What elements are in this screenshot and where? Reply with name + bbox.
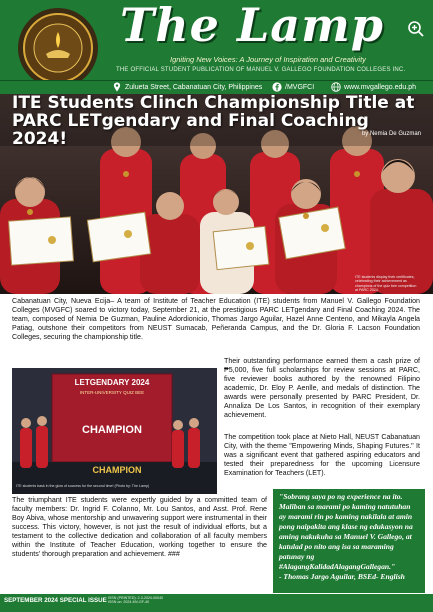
hero-photo xyxy=(0,94,433,294)
website-item xyxy=(331,82,416,92)
tagline: Igniting New Voices: A Journey of Inspiration and Creativity xyxy=(170,55,366,64)
pull-quote-attribution: - Thomas Jargo Aguilar, BSEd- English xyxy=(279,572,405,581)
website-url: www.mvgallego.edu.ph xyxy=(344,83,416,91)
facebook-icon xyxy=(272,82,282,92)
contact-bar xyxy=(0,80,433,95)
article-paragraph-venue: The competition took place at Nieto Hall, NEUST Cabanatuan City, with the theme "Empowering Minds, Shaping Futures." It was a significant event that gathered aspiring educators and tested their preparedness for the upcoming Licensure Examination for Teachers (LET). xyxy=(224,433,420,477)
address-text: Zulueta Street, Cabanatuan City, Philippines xyxy=(125,83,263,91)
article-byline: by Nemia De Guzman xyxy=(361,131,421,137)
publication-subtitle: THE OFFICIAL STUDENT PUBLICATION OF MANUEL V. GALLEGO FOUNDATION COLLEGES INC. xyxy=(116,67,406,73)
stage-champion-text: CHAMPION xyxy=(82,424,142,436)
issn-online: ISSN on: 2024-MV-GF-40 xyxy=(108,600,150,605)
facebook-item xyxy=(272,82,314,92)
inset-photo-caption: ITE students bask in the glow of success for the second time! (Photo by: The Lamp) xyxy=(16,484,150,488)
article-paragraph-mentors: The triumphant ITE students were expertly guided by a committed team of faculty members: Dr. Ingrid F. Colanno, Mr. Lou Santos, and Asst. Prof. Rene Boy Abiva, whose mentorship and unwavering support were instrumental in their success. This victory, however, is not just the result of individual efforts, but a testament to the collective dedication and collaboration of all faculty members within the Institute of Teacher Education, working together to ensure the students' thorough preparation and achievement. ### xyxy=(12,496,267,558)
zoom-in-icon[interactable] xyxy=(407,20,425,38)
stage-banner-subtitle: INTER-UNIVERSITY QUIZ BEE xyxy=(79,390,145,395)
pull-quote-box xyxy=(273,489,425,593)
college-seal-logo xyxy=(12,2,104,80)
inset-photo xyxy=(12,368,217,494)
issn-block xyxy=(108,596,163,605)
stage-banner-title: LETGENDARY 2024 xyxy=(74,378,150,387)
masthead xyxy=(0,0,433,80)
location-pin-icon xyxy=(112,82,122,92)
issn-print: ISSN (PRINTED): 2-3-2024-00040 xyxy=(108,596,164,600)
facebook-handle: /MVGFCI xyxy=(285,83,315,91)
article-headline: ITE Students Clinch Championship Title at PARC LETgendary and Final Coaching 2024! xyxy=(12,94,415,149)
issue-label: SEPTEMBER 2024 SPECIAL ISSUE xyxy=(4,597,107,604)
globe-icon xyxy=(331,82,341,92)
address-item xyxy=(112,82,262,92)
pull-quote-text: "Sobrang saya po ng experience na ito. Maliban sa marami po kaming natutuhan ay marami rin po kaming nakilala at amin pong naipakita ang klase ng edukasyon na aming nakukuha sa Manuel V. Gallego, at katulad po nito ang isa sa maraming patunay ng #AlagangKalidadAlagangGallegan." xyxy=(279,492,413,571)
hero-photo-caption: ITE students display their certificates, celebrating their achievement as champions of the quiz bee competition at PARC 2024. xyxy=(355,275,417,293)
footer-bar xyxy=(0,594,433,612)
stage-floor-text: CHAMPION xyxy=(92,465,142,475)
article-paragraph-awards: Their outstanding performance earned them a cash prize of ₱5,000, five full scholarships for review sessions at PARC, five reviewer books authored by the renowned Filipino academic, Dr. Eloy P. Aenlle, and medals of distinction. The awards were personally presented by PARC President, Dr. Annaliza De Los Santos, in recognition of their exemplary achievement. xyxy=(224,357,420,419)
article-paragraph-lead: Cabanatuan City, Nueva Ecija– A team of Institute of Teacher Education (ITE) students from Manuel V. Gallego Foundation Colleges (MVGFC) soared to victory today, September 21, at the prestigious PARC LETgendary and Final Coaching 2024. The team, composed of Nemia De Guzman, Pauline Adordionicio, Thomas Jargo Aguilar, Hazel Anne Centeno, and Mikayla Angela Patiag, outshone their competitors from NEUST Sumacab, Peñeranda Campus, and the Dr. Gloria F. Lacson Foundation Colleges, securing the championship title. xyxy=(12,297,420,341)
publication-title: The Lamp xyxy=(120,0,384,52)
